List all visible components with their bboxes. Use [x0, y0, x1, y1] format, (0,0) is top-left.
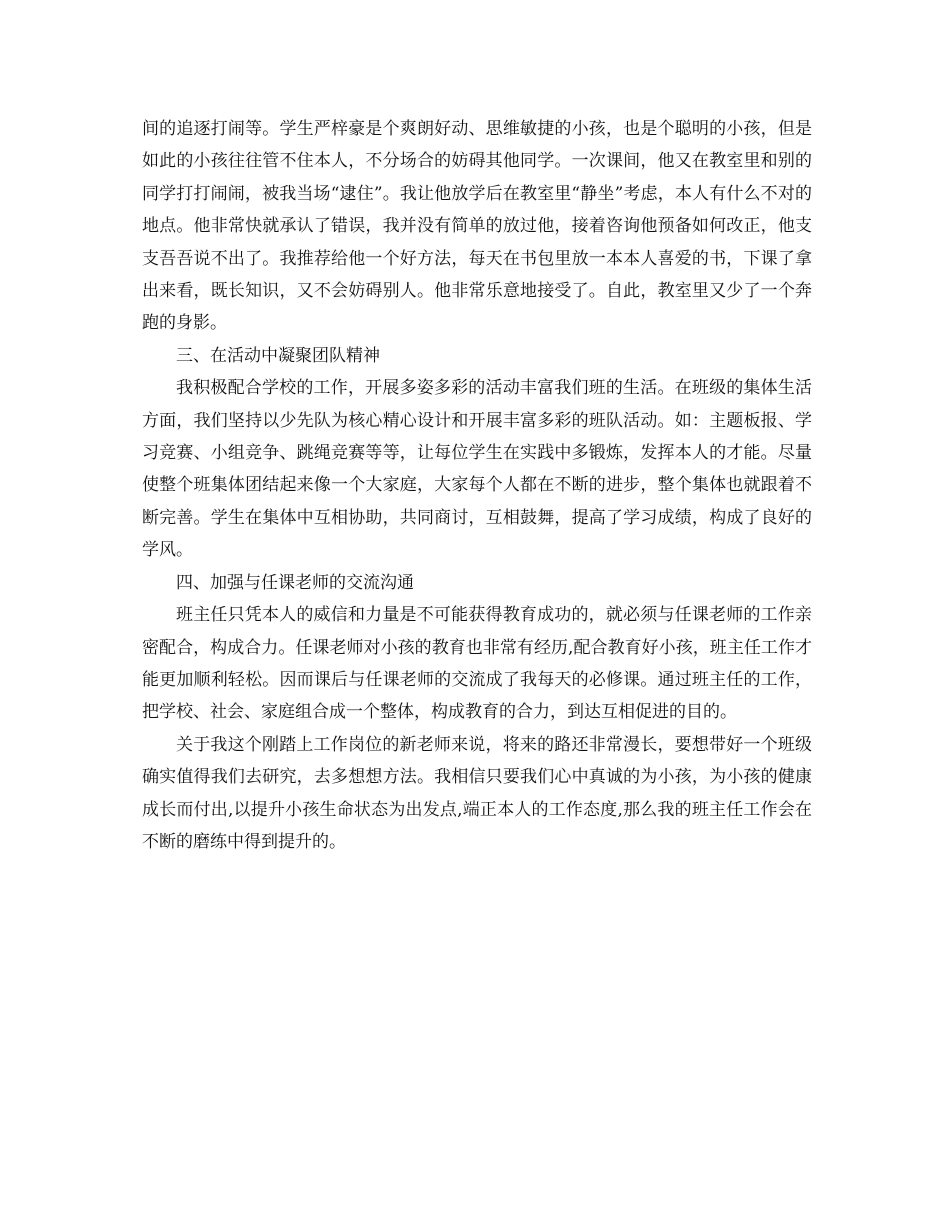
document-body — [142, 113, 812, 858]
paragraph-teacher-communication: 班主任只凭本人的威信和力量是不可能获得教育成功的，就必须与任课老师的工作亲密配合，构成合力。任课老师对小孩的教育也非常有经历,配合教育好小孩，班主任工作才能更加顺利轻松。因而课后与任课老师的交流成了我每天的必修课。通过班主任的工作，把学校、社会、家庭组合成一个整体，构成教育的合力，到达互相促进的目的。 — [142, 605, 812, 723]
paragraph-continuation: 间的追逐打闹等。学生严梓豪是个爽朗好动、思维敏捷的小孩，也是个聪明的小孩，但是如此的小孩往往管不住本人，不分场合的妨碍其他同学。一次课间，他又在教室里和别的同学打打闹闹，被我当场“逮住”。我让他放学后在教室里“静坐”考虑，本人有什么不对的地点。他非常快就承认了错误，我并没有简单的放过他，接着咨询他预备如何改正，他支支吾吾说不出了。我推荐给他一个好方法，每天在书包里放一本本人喜爱的书，下课了拿出来看，既长知识，又不会妨碍别人。他非常乐意地接受了。自此，教室里又少了一个奔跑的身影。 — [142, 119, 812, 334]
paragraph-activities: 我积极配合学校的工作，开展多姿多彩的活动丰富我们班的生活。在班级的集体生活方面，我们坚持以少先队为核心精心设计和开展丰富多彩的班队活动。如：主题板报、学习竞赛、小组竞争、跳绳竞赛等等，让每位学生在实践中多锻炼，发挥本人的才能。尽量使整个班集体团结起来像一个大家庭，大家每个人都在不断的进步，整个集体也就跟着不断完善。学生在集体中互相协助，共同商讨，互相鼓舞，提高了学习成绩，构成了良好的学风。 — [142, 378, 812, 561]
section-heading-3: 三、在活动中凝聚团队精神 — [176, 345, 380, 366]
paragraph-conclusion: 关于我这个刚踏上工作岗位的新老师来说，将来的路还非常漫长，要想带好一个班级确实值得我们去研究，去多想想方法。我相信只要我们心中真诚的为小孩，为小孩的健康成长而付出,以提升小孩生命状态为出发点,端正本人的工作态度,那么我的班主任工作会在不断的磨练中得到提升的。 — [142, 734, 812, 852]
section-heading-4: 四、加强与任课老师的交流沟通 — [176, 572, 414, 593]
